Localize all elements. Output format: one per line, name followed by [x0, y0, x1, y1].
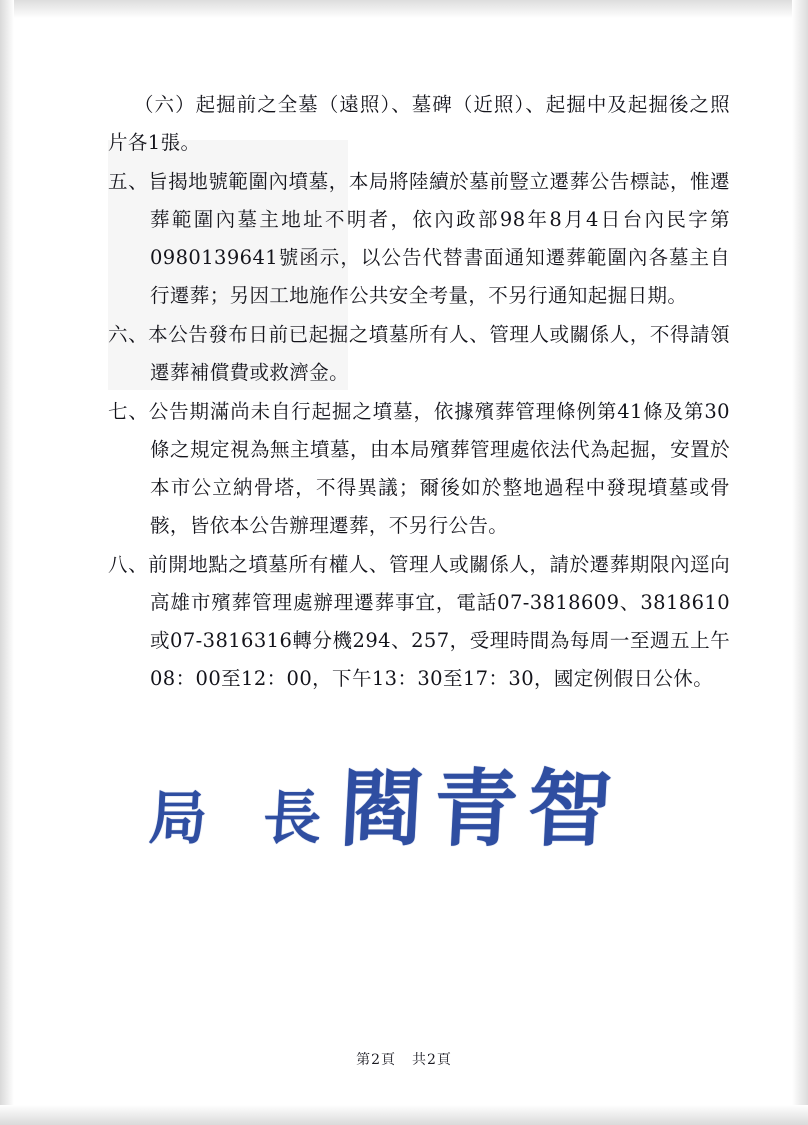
document-body: [108, 86, 730, 699]
footer-current-page: 第2頁: [356, 1052, 396, 1068]
scan-edge-right: [792, 0, 808, 1125]
paragraph-item-6-parenthetical: （六）起掘前之全墓（遠照）、墓碑（近照）、起掘中及起掘後之照片各1張。: [108, 93, 730, 154]
signature-name: 閻青智: [337, 759, 625, 858]
scan-edge-top: [0, 0, 808, 18]
scan-edge-bottom: [0, 1105, 808, 1125]
paragraph-item-5: 五、旨揭地號範圍內墳墓，本局將陸續於墓前豎立遷葬公告標誌，惟遷葬範圍內墓主地址不明者，依內政部98年8月4日台內民字第0980139641號函示，以公告代替書面通知遷葬範圍內各墓主自行遷葬；另因工地施作公共安全考量，不另行通知起掘日期。: [108, 170, 730, 307]
signature-title: 局 長: [147, 784, 342, 852]
paragraph-item-8: 八、前開地點之墳墓所有權人、管理人或關係人，請於遷葬期限內逕向高雄市殯葬管理處辦理遷葬事宜，電話07-3818609、3818610或07-3816316轉分機294、257，受理時間為每周一至週五上午08：00至12：00，下午13：30至17：30，國定例假日公休。: [108, 553, 730, 690]
paragraph-item-6: 六、本公告發布日前已起掘之墳墓所有人、管理人或關係人，不得請領遷葬補償費或救濟金。: [108, 323, 730, 384]
footer-total-pages: 共2頁: [412, 1052, 452, 1068]
paragraph-item-7: 七、公告期滿尚未自行起掘之墳墓，依據殯葬管理條例第41條及第30條之規定視為無主墳墓，由本局殯葬管理處依法代為起掘，安置於本市公立納骨塔，不得異議；爾後如於整地過程中發現墳墓或骨骸，皆依本公告辦理遷葬，不另行公告。: [108, 400, 730, 537]
scan-edge-left: [0, 0, 14, 1125]
signature-block: [147, 742, 673, 862]
page-footer: [0, 1049, 808, 1069]
